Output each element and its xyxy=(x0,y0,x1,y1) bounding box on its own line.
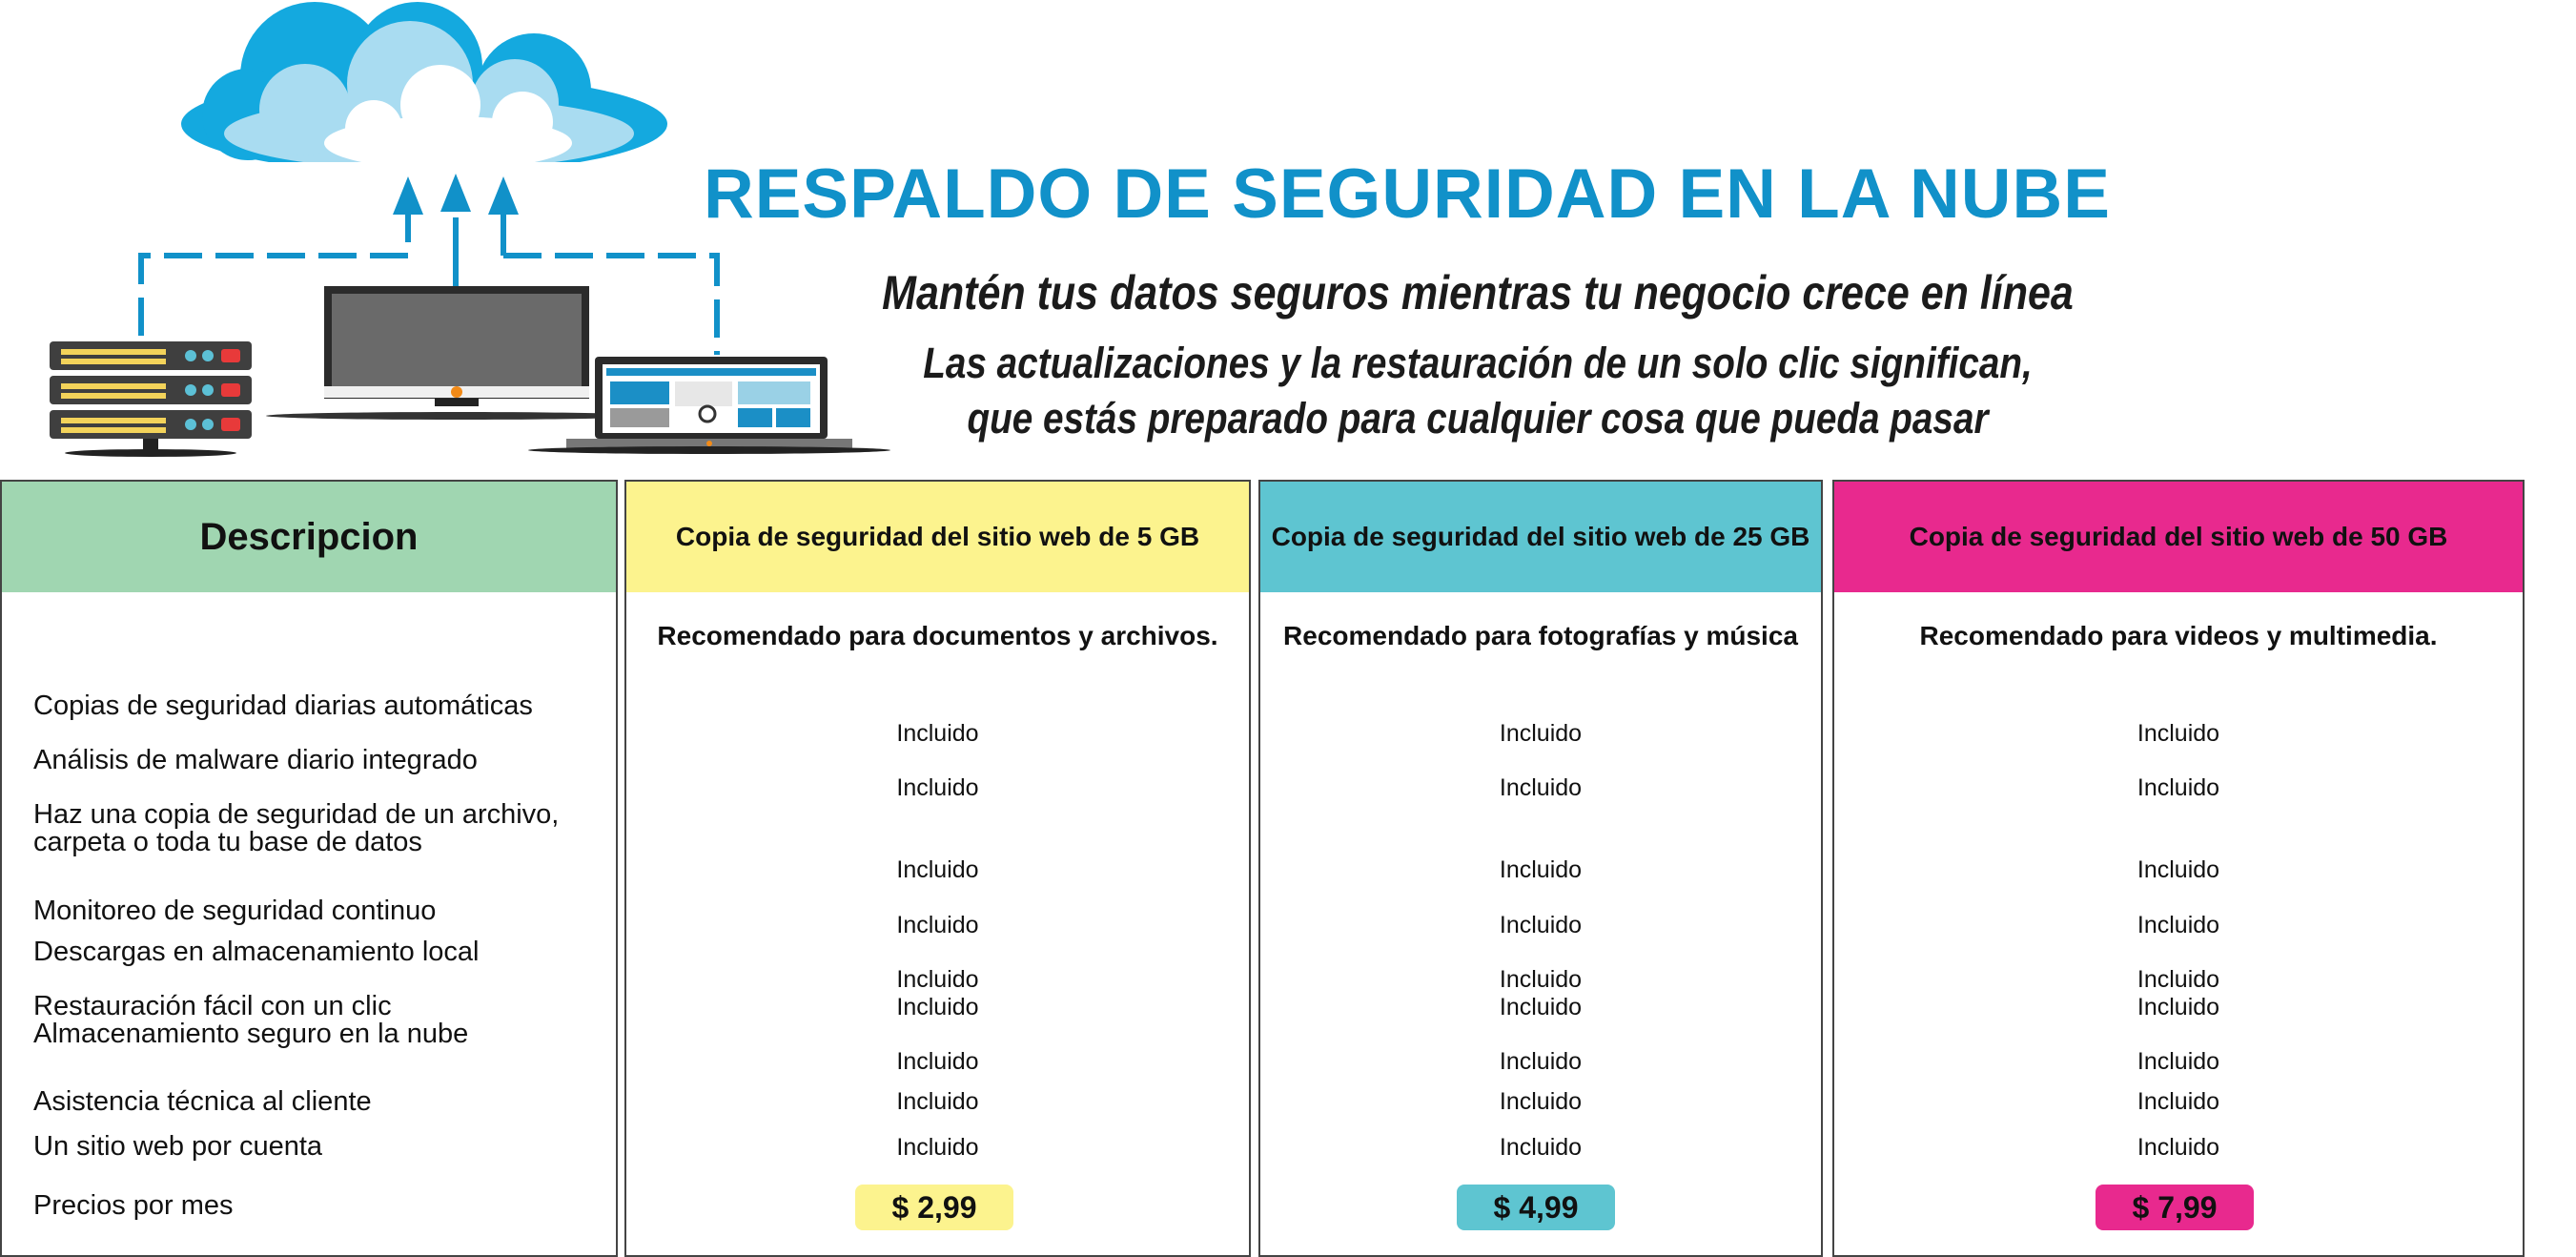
plan-heading: Copia de seguridad del sitio web de 25 GB xyxy=(1260,482,1821,592)
plan-25gb-column xyxy=(1258,480,1823,1257)
cloud-icon xyxy=(181,2,667,179)
description-heading: Descripcion xyxy=(2,482,616,592)
description-line-1: Las actualizaciones y la restauración de un solo clic significan, xyxy=(923,339,2033,387)
description-column xyxy=(0,480,618,1257)
feature-one-site: Un sitio web por cuenta xyxy=(33,1131,323,1162)
plan-recommendation: Recomendado para fotografías y música xyxy=(1283,621,1798,650)
included-value: Incluido xyxy=(896,856,979,883)
included-value: Incluido xyxy=(2136,1134,2220,1161)
tagline: Mantén tus datos seguros mientras tu negocio crece en línea xyxy=(882,266,2074,319)
description-line-2: que estás preparado para cualquier cosa que pueda pasar xyxy=(967,394,1989,443)
plan-heading: Copia de seguridad del sitio web de 50 GB xyxy=(1834,482,2523,592)
feature-local-downloads: Descargas en almacenamiento local xyxy=(33,937,480,967)
included-value: Incluido xyxy=(1499,994,1583,1020)
included-value: Incluido xyxy=(896,1088,979,1115)
price-badge: $ 7,99 xyxy=(2096,1185,2254,1230)
included-value: Incluido xyxy=(896,720,979,747)
included-value: Incluido xyxy=(1499,1134,1583,1161)
included-value: Incluido xyxy=(1499,966,1583,993)
included-value: Incluido xyxy=(896,994,979,1020)
included-value: Incluido xyxy=(2136,720,2220,747)
plan-recommendation: Recomendado para documentos y archivos. xyxy=(657,621,1218,650)
feature-cloud-storage: Almacenamiento seguro en la nube xyxy=(33,1019,469,1049)
server-icon xyxy=(50,341,252,457)
included-value: Incluido xyxy=(1499,856,1583,883)
included-value: Incluido xyxy=(2136,774,2220,801)
included-value: Incluido xyxy=(896,774,979,801)
included-value: Incluido xyxy=(896,912,979,938)
feature-security-monitoring: Monitoreo de seguridad continuo xyxy=(33,896,437,926)
price-badge: $ 2,99 xyxy=(855,1185,1013,1230)
price-badge: $ 4,99 xyxy=(1457,1185,1615,1230)
arrow-heads xyxy=(393,174,519,215)
included-value: Incluido xyxy=(1499,720,1583,747)
monitor-icon xyxy=(266,286,647,420)
included-value: Incluido xyxy=(1499,1048,1583,1075)
included-value: Incluido xyxy=(1499,774,1583,801)
feature-support: Asistencia técnica al cliente xyxy=(33,1086,372,1117)
feature-one-click-restore: Restauración fácil con un clic xyxy=(33,991,392,1021)
feature-malware-scan: Análisis de malware diario integrado xyxy=(33,745,478,775)
included-value: Incluido xyxy=(1499,912,1583,938)
included-value: Incluido xyxy=(2136,856,2220,883)
included-value: Incluido xyxy=(896,1048,979,1075)
page-title: RESPALDO DE SEGURIDAD EN LA NUBE xyxy=(704,155,2111,233)
feature-backup-files: Haz una copia de seguridad de un archivo, carpeta o toda tu base de datos xyxy=(33,799,560,857)
feature-monthly-price: Precios por mes xyxy=(33,1190,234,1221)
plan-50gb-column xyxy=(1832,480,2525,1257)
included-value: Incluido xyxy=(2136,966,2220,993)
included-value: Incluido xyxy=(2136,994,2220,1020)
included-value: Incluido xyxy=(896,1134,979,1161)
feature-daily-backups: Copias de seguridad diarias automáticas xyxy=(33,690,533,721)
plan-5gb-column xyxy=(624,480,1251,1257)
included-value: Incluido xyxy=(896,966,979,993)
included-value: Incluido xyxy=(1499,1088,1583,1115)
plan-recommendation: Recomendado para videos y multimedia. xyxy=(1919,621,2438,650)
included-value: Incluido xyxy=(2136,912,2220,938)
included-value: Incluido xyxy=(2136,1048,2220,1075)
plan-heading: Copia de seguridad del sitio web de 5 GB xyxy=(626,482,1249,592)
included-value: Incluido xyxy=(2136,1088,2220,1115)
